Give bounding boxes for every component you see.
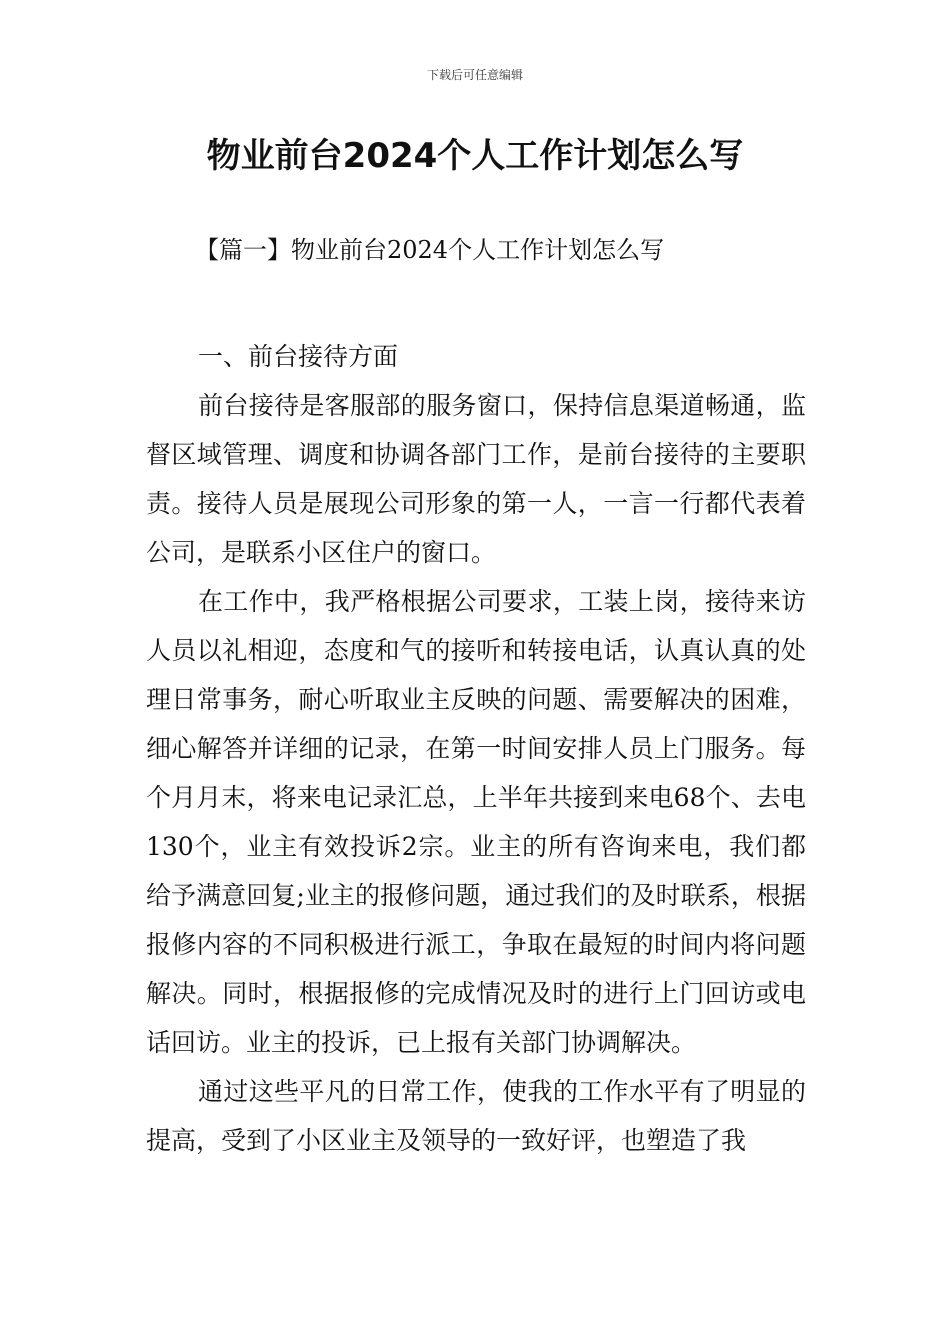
subheading-reception: 一、前台接待方面 [198,342,399,371]
document-title: 物业前台2024个人工作计划怎么写 [206,136,744,176]
document-body [146,332,806,1165]
section-heading: 【篇一】物业前台2024个人工作计划怎么写 [195,236,665,264]
paragraph-1: 前台接待是客服部的服务窗口，保持信息渠道畅通，监督区域管理、调度和协调各部门工作，是前台接待的主要职责。接待人员是展现公司形象的第一人，一言一行都代表着公司，是联系小区住户的窗口。 [146,391,806,567]
header-note: 下载后可任意编辑 [426,68,523,82]
paragraph-3: 通过这些平凡的日常工作，使我的工作水平有了明显的提高，受到了小区业主及领导的一致好评，也塑造了我 [146,1077,806,1155]
paragraph-2: 在工作中，我严格根据公司要求，工装上岗，接待来访人员以礼相迎，态度和气的接听和转接电话，认真认真的处理日常事务，耐心听取业主反映的问题、需要解决的困难，细心解答并详细的记录，在第一时间安排人员上门服务。每个月月末，将来电记录汇总，上半年共接到来电68个、去电130个，业主有效投诉2宗。业主的所有咨询来电，我们都给予满意回复;业主的报修问题，通过我们的及时联系，根据报修内容的不同积极进行派工，争取在最短的时间内将问题解决。同时，根据报修的完成情况及时的进行上门回访或电话回访。业主的投诉，已上报有关部门协调解决。 [146,587,806,1057]
